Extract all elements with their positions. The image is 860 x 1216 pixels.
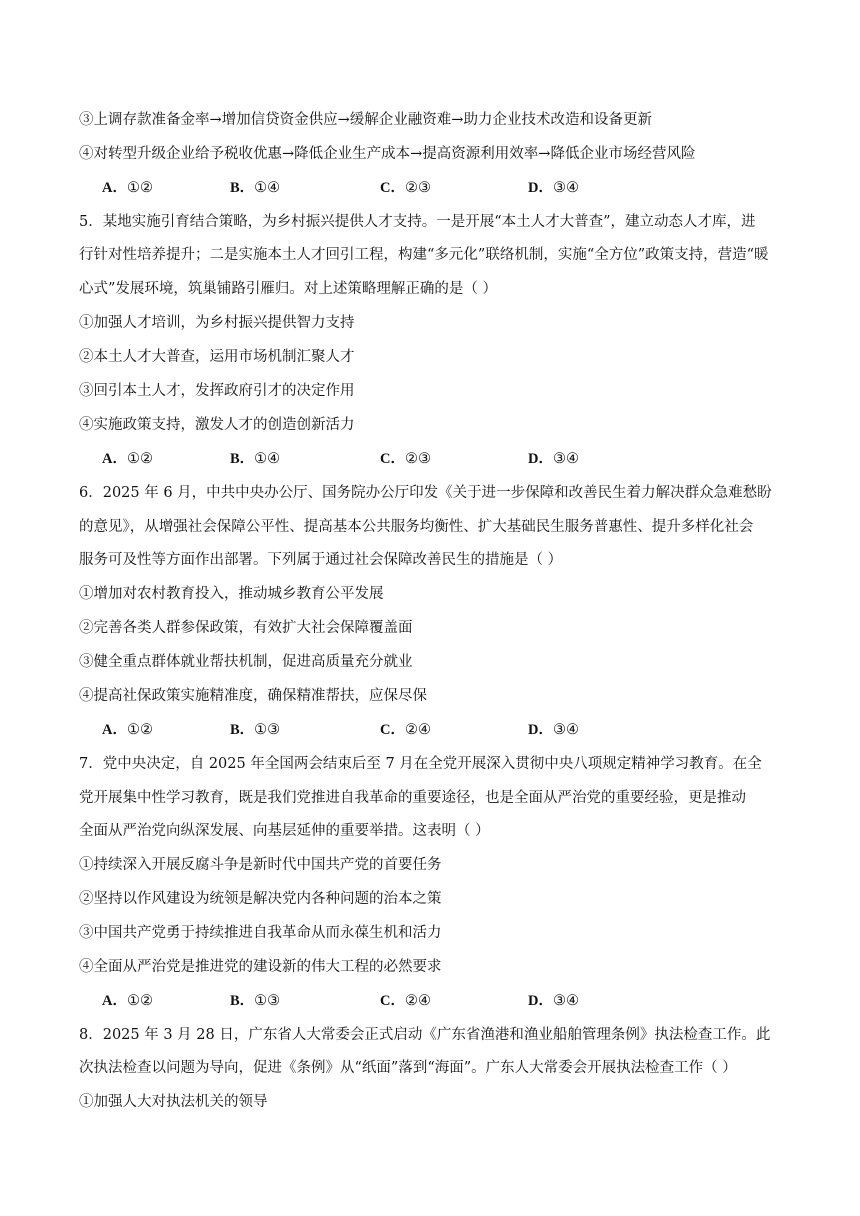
q7-stem-line-1: 7．党中央决定，自 2025 年全国两会结束后至 7 月在全党开展深入贯彻中央八项规定精神学习教育。在全 xyxy=(79,756,762,772)
q5-option-1: ①加强人才培训，为乡村振兴提供智力支持 xyxy=(79,315,355,331)
q6-option-1: ①增加对农村教育投入，推动城乡教育公平发展 xyxy=(79,586,384,602)
q4-answer-c: C．②③ xyxy=(380,180,431,196)
q7-answer-c: C．②④ xyxy=(380,993,431,1009)
q6-answer-c: C．②④ xyxy=(380,722,431,738)
q6-answer-a: A．①② xyxy=(102,722,153,738)
q7-option-1: ①持续深入开展反腐斗争是新时代中国共产党的首要任务 xyxy=(79,857,442,873)
q4-answer-row xyxy=(102,178,662,198)
q6-option-4: ④提高社保政策实施精准度，确保精准帮扶，应保尽保 xyxy=(79,688,427,704)
q4-option-4: ④对转型升级企业给予税收优惠→降低企业生产成本→提高资源利用效率→降低企业市场经营风险 xyxy=(79,146,696,162)
q7-option-2: ②坚持以作风建设为统领是解决党内各种问题的治本之策 xyxy=(79,891,442,907)
q7-stem-line-3: 全面从严治党向纵深发展、向基层延伸的重要举措。这表明（ ） xyxy=(79,823,490,839)
q6-stem-line-1: 6．2025 年 6 月，中共中央办公厅、国务院办公厅印发《关于进一步保障和改善民生着力解决群众急难愁盼 xyxy=(79,485,772,501)
q5-option-2: ②本土人才大普查，运用市场机制汇聚人才 xyxy=(79,349,355,365)
q4-option-3: ③上调存款准备金率→增加信贷资金供应→缓解企业融资难→助力企业技术改造和设备更新 xyxy=(79,112,652,128)
q7-answer-b: B．①③ xyxy=(230,993,281,1009)
q6-option-3: ③健全重点群体就业帮扶机制，促进高质量充分就业 xyxy=(79,654,413,670)
q5-stem-line-2: 行针对性培养提升；二是实施本土人才回引工程，构建“多元化”联络机制，实施“全方位”政策支持，营造“暖 xyxy=(79,247,769,263)
q5-answer-a: A．①② xyxy=(102,451,153,467)
q4-answer-d: D．③④ xyxy=(528,180,579,196)
q5-stem-line-1: 5．某地实施引育结合策略，为乡村振兴提供人才支持。一是开展“本土人才大普查”，建立动态人才库，进 xyxy=(79,214,756,230)
q6-answer-row xyxy=(102,720,662,740)
q5-stem-line-3: 心式”发展环境，筑巢铺路引雁归。对上述策略理解正确的是（ ） xyxy=(79,281,498,297)
q4-answer-b: B．①④ xyxy=(230,180,281,196)
q6-stem-line-2: 的意见》，从增强社会保障公平性、提高基本公共服务均衡性、扩大基础民生服务普惠性、提升多样化社会 xyxy=(79,519,754,535)
q6-option-2: ②完善各类人群参保政策，有效扩大社会保障覆盖面 xyxy=(79,620,413,636)
q4-answer-a: A．①② xyxy=(102,180,153,196)
q6-answer-b: B．①③ xyxy=(230,722,281,738)
q7-option-3: ③中国共产党勇于持续推进自我革命从而永葆生机和活力 xyxy=(79,925,442,941)
q7-option-4: ④全面从严治党是推进党的建设新的伟大工程的必然要求 xyxy=(79,959,442,975)
q5-option-4: ④实施政策支持，激发人才的创造创新活力 xyxy=(79,417,355,433)
q7-answer-row xyxy=(102,991,662,1011)
q8-stem-line-2: 次执法检查以问题为导向，促进《条例》从“纸面”落到“海面”。广东人大常委会开展执法检查工作（ ） xyxy=(79,1060,737,1076)
q5-answer-d: D．③④ xyxy=(528,451,579,467)
q5-answer-row xyxy=(102,449,662,469)
q8-option-1: ①加强人大对执法机关的领导 xyxy=(79,1094,268,1110)
q5-answer-c: C．②③ xyxy=(380,451,431,467)
q6-answer-d: D．③④ xyxy=(528,722,579,738)
q7-answer-d: D．③④ xyxy=(528,993,579,1009)
q5-option-3: ③回引本土人才，发挥政府引才的决定作用 xyxy=(79,383,355,399)
q7-stem-line-2: 党开展集中性学习教育，既是我们党推进自我革命的重要途径，也是全面从严治党的重要经验，更是推动 xyxy=(79,790,746,806)
q8-stem-line-1: 8．2025 年 3 月 28 日，广东省人大常委会正式启动《广东省渔港和渔业船舶管理条例》执法检查工作。此 xyxy=(79,1027,771,1043)
q7-answer-a: A．①② xyxy=(102,993,153,1009)
q5-answer-b: B．①④ xyxy=(230,451,281,467)
q6-stem-line-3: 服务可及性等方面作出部署。下列属于通过社会保障改善民生的措施是（ ） xyxy=(79,552,563,568)
